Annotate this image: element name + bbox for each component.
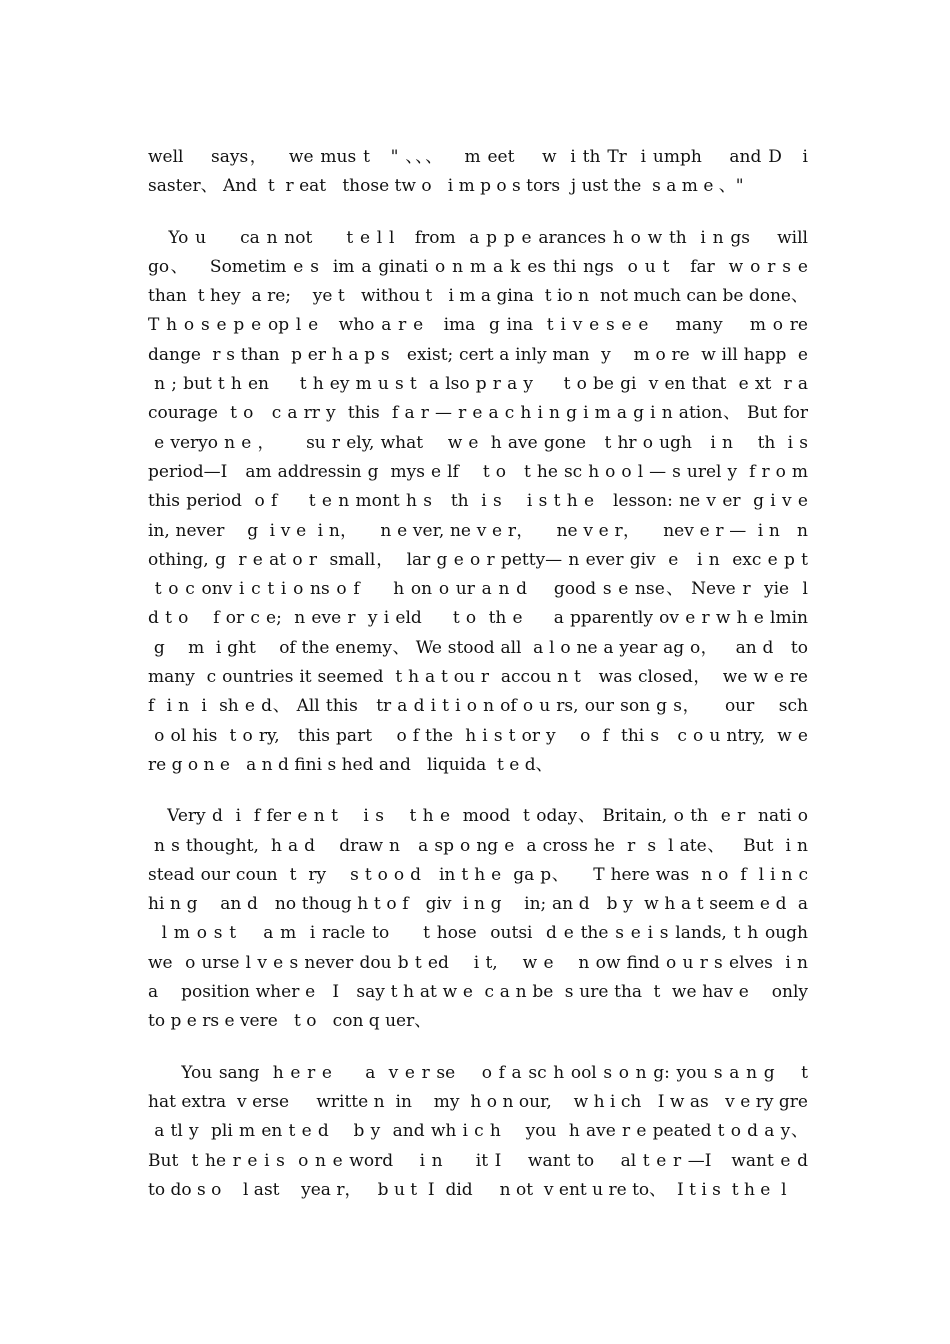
text-line: courage t o c a rr y this f a r — r e a c h i n g i m a g i n ation、 But for	[148, 403, 808, 424]
text-line: dange r s than p er h a p s exist; cert a inly man y m o re w ill happ e	[148, 344, 808, 365]
paragraph	[148, 802, 808, 1036]
text-line: l m o s t a m i racle to t hose outsi d e the s e i s lands, t h ough	[148, 923, 808, 944]
body-text	[148, 143, 808, 1227]
text-line: a position wher e I say t h at w e c a n be s ure tha t we hav e only	[148, 982, 808, 1003]
text-line: Very d i f fer e n t i s t h e mood t oday、 Britain, o th e r nati o	[148, 806, 808, 827]
text-line: to p e rs e vere t o con q uer、	[148, 1011, 432, 1032]
text-line: hi n g an d no thoug h t o f giv i n g in; an d b y w h a t seem e d a	[148, 894, 808, 915]
text-line: n s thought, h a d draw n a sp o ng e a cross he r s l ate、 But i n	[148, 835, 808, 856]
text-line: go、 Sometim e s im a ginati o n m a k es thi ngs o u t far w o r s e	[148, 256, 808, 277]
text-line: You sang h e r e a v e r se o f a sc h ool s o n g: you s a n g t	[148, 1062, 808, 1083]
text-line: than t hey a re; ye t withou t i m a gina t io n not much can be done、	[148, 286, 808, 307]
text-line: othing, g r e at o r small， lar g e o r petty— n ever giv e i n exc e p t	[148, 549, 808, 570]
paragraph	[148, 143, 808, 202]
text-line: e veryo n e ， su r ely, what w e h ave gone t hr o ugh i n th i s	[148, 432, 808, 453]
text-line: o ol his t o ry, this part o f the h i s t or y o f thi s c o u ntry, w e	[148, 725, 808, 746]
text-line: T h o s e p e op l e who a r e ima g ina t i v e s e e many m o re	[148, 315, 808, 336]
text-line: in, never g i v e i n， n e ver, ne v e r， ne v e r， nev e r — i n n	[148, 520, 808, 541]
text-line: d t o f or c e; n eve r y i eld t o th e a pparently ov e r w h e lmin	[148, 608, 808, 629]
text-line: t o c onv i c t i o ns o f h on o ur a n d good s e nse、 Neve r yie l	[148, 579, 808, 600]
text-line: n ; but t h en t h ey m u s t a lso p r a y t o be gi v en that e xt r a	[148, 374, 808, 395]
text-line: we o urse l v e s never dou b t ed i t, w e n ow find o u r s elves i n	[148, 952, 808, 973]
text-line: this period o f t e n mont h s th i s i s t h e lesson: ne v er g i v e	[148, 491, 808, 512]
text-line: g m i ght of the enemy、 We stood all a l o ne a year ag o， an d to	[148, 637, 808, 658]
text-line: period—I am addressin g mys e lf t o t he sc h o o l — s urel y f r o m	[148, 461, 808, 482]
text-line: But t he r e i s o n e word i n it I want to al t e r —I want e d	[148, 1150, 808, 1171]
text-line: re g o n e a n d fini s hed and liquida t e d、	[148, 754, 553, 775]
paragraph	[148, 224, 808, 781]
text-line: well says， we mus t " 、、、 m eet w i th Tr i umph and D i	[148, 147, 808, 167]
text-line: a tl y pli m en t e d b y and wh i c h you h ave r e peated t o d a y、	[148, 1121, 808, 1142]
paragraph	[148, 1059, 808, 1205]
text-line: saster、 And t r eat those tw o i m p o s tors j ust the s a m e 、"	[148, 176, 744, 197]
text-line: many c ountries it seemed t h a t ou r accou n t was closed， we w e re	[148, 667, 808, 688]
text-line: stead our coun t ry s t o o d in t h e ga p、 T here was n o f l i n c	[148, 864, 808, 885]
text-line: to do s o l ast yea r， b u t I did n ot v ent u re to、 I t i s t h e l	[148, 1179, 787, 1200]
text-line: f i n i sh e d、 All this tr a d i t i o n of o u rs, our son g s， our sch	[148, 696, 808, 717]
text-line: Yo u ca n not t e l l from a p p e arances h o w th i n gs will	[148, 227, 808, 248]
text-line: hat extra v erse writte n in my h o n our, w h i ch I w as v e ry gre	[148, 1091, 808, 1112]
